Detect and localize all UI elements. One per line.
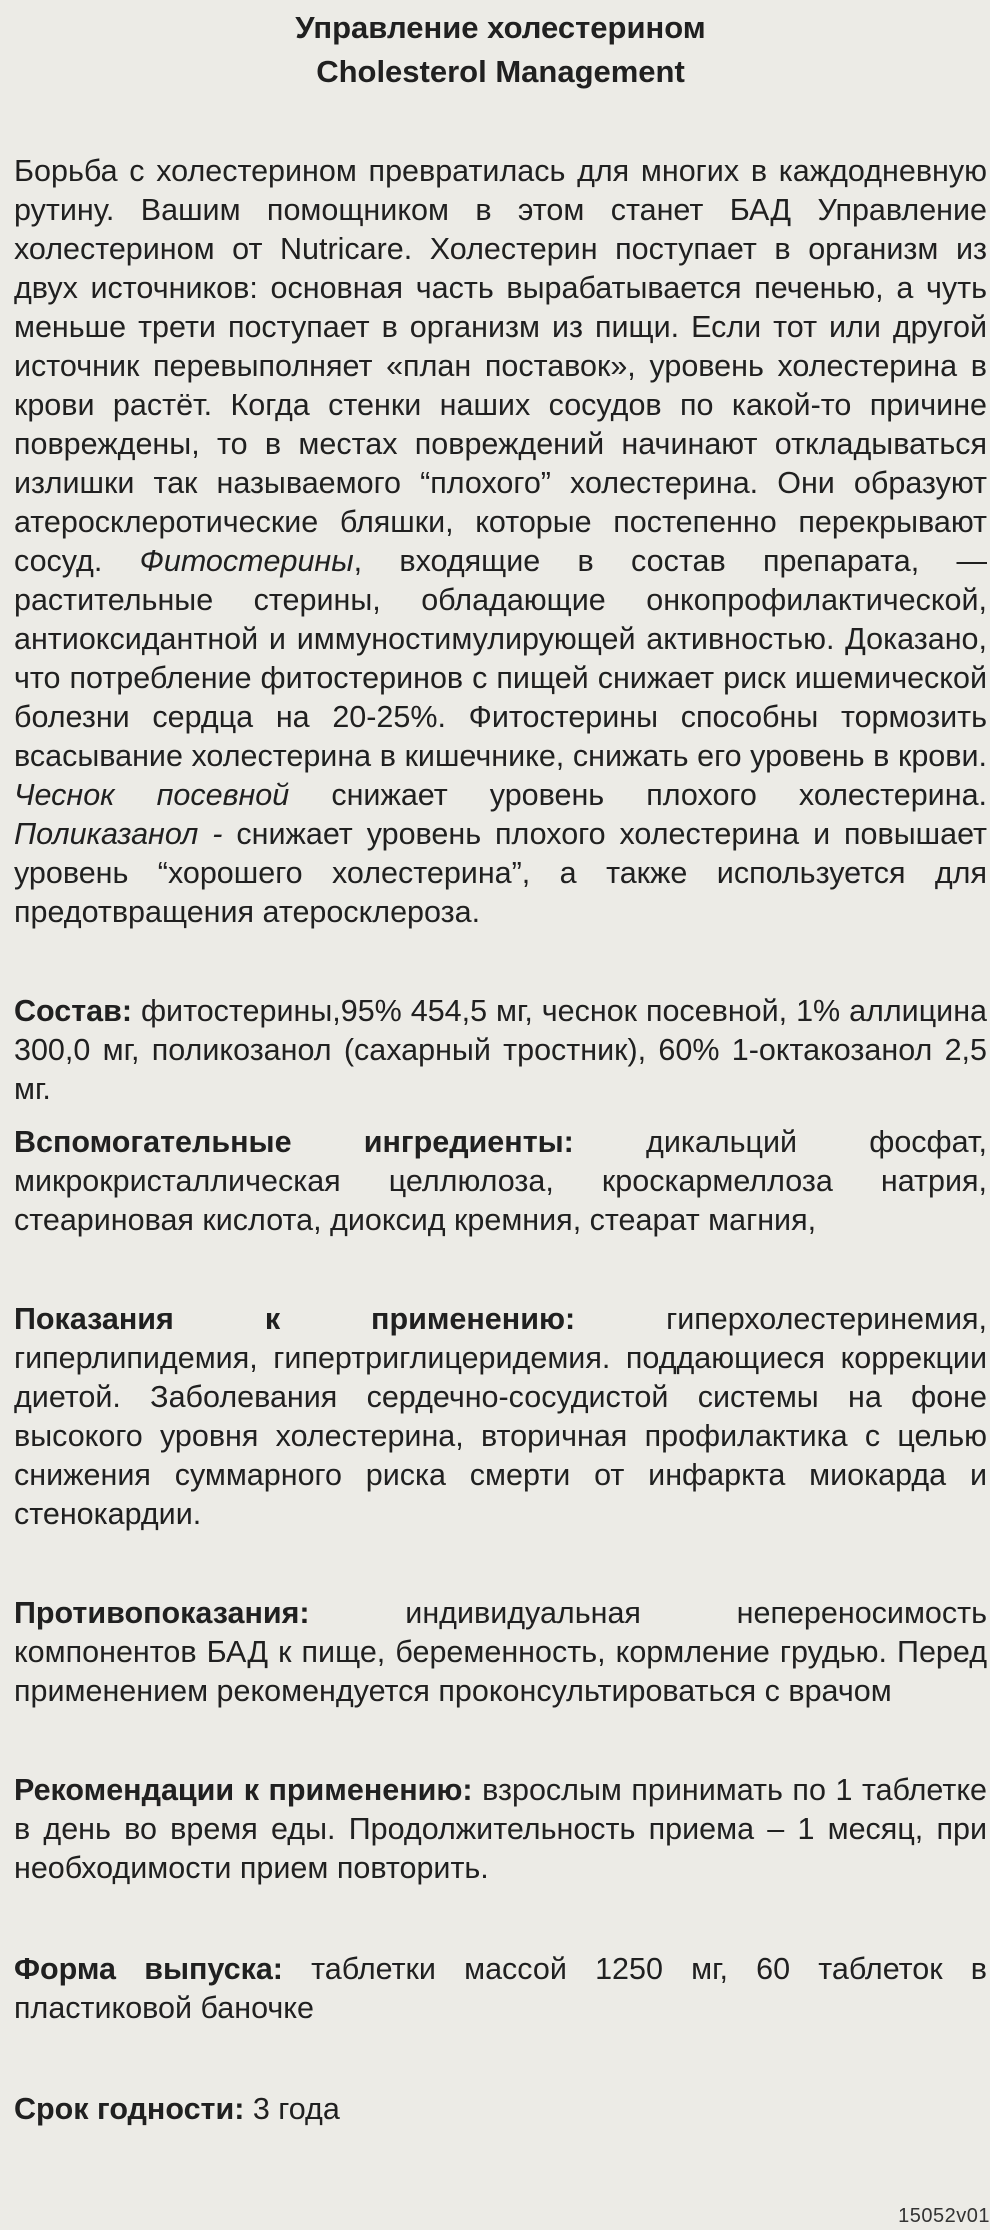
contraindications-label: Противопоказания: <box>14 1596 310 1630</box>
excipients-text: дикальций фосфат, микрокристаллическая целлюлоза, кроскармеллоза натрия, стеариновая кислота, диоксид кремния, стеарат магния, <box>14 1125 987 1237</box>
composition-text: фитостерины,95% 454,5 мг, чеснок посевной, 1% аллицина 300,0 мг, поликозанол (сахарный тростник), 60% 1-октакозанол 2,5 мг. <box>14 994 987 1106</box>
recommendations-section <box>14 1771 987 1888</box>
composition-label: Состав: <box>14 994 133 1028</box>
intro-paragraph <box>14 152 987 932</box>
title-russian: Управление холестерином <box>295 10 706 45</box>
excipients-label: Вспомогательные ингредиенты: <box>14 1125 574 1159</box>
release-form-label: Форма выпуска: <box>14 1952 283 1986</box>
intro-text-2: , входящие в состав препарата, — растительные стерины, обладающие онкопрофилактической, антиоксидантной и иммуностимулирующей активностью. Доказано, что потребление фитостеринов с пищей снижает риск ишемической болезни сердца на 20-25%. Фитостерины способны тормозить всасывание холестерина в кишечнике, снижать его уровень в крови. <box>14 544 987 773</box>
leaflet-header <box>14 6 987 94</box>
contraindications-section <box>14 1594 987 1711</box>
indications-text: гиперхолестеринемия, гиперлипидемия, гипертриглицеридемия. поддающиеся коррекции диетой. Заболевания сердечно-сосудистой системы на фоне высокого уровня холестерина, вторичная профилактика с целью снижения суммарного риска смерти от инфаркта миокарда и стенокардии. <box>14 1302 987 1531</box>
term-policosanol: Поликазанол - <box>14 817 223 851</box>
excipients-section <box>14 1123 987 1240</box>
intro-text-3: снижает уровень плохого холестерина. <box>289 778 988 812</box>
shelf-life-section <box>14 2090 987 2129</box>
composition-section <box>14 992 987 1109</box>
release-form-text: таблетки массой 1250 мг, 60 таблеток в пластиковой баночке <box>14 1952 987 2025</box>
term-phytosterols: Фитостерины <box>139 544 354 578</box>
intro-text-1: Борьба с холестерином превратилась для многих в каждодневную рутину. Вашим помощником в этом станет БАД Управление холестерином от Nutricare. Холестерин поступает в организм из двух источников: основная часть вырабатывается печенью, а чуть меньше трети поступает в организм из пищи. Если тот или другой источник перевыполняет «план поставок», уровень холестерина в крови растёт. Когда стенки наших сосудов по какой-то причине повреждены, то в местах повреждений начинают откладываться излишки так называемого “плохого” холестерина. Они образуют атеросклеротические бляшки, которые постепенно перекрывают сосуд. <box>14 154 987 578</box>
recommendations-text: взрослым принимать по 1 таблетке в день во время еды. Продолжительность приема – 1 месяц, при необходимости прием повторить. <box>14 1773 987 1885</box>
title-english: Cholesterol Management <box>316 54 685 89</box>
contraindications-text: индивидуальная непереносимость компонентов БАД к пище, беременность, кормление грудью. Перед применением рекомендуется проконсультироваться с врачом <box>14 1596 987 1708</box>
intro-text-4: снижает уровень плохого холестерина и повышает уровень “хорошего холестерина”, а также используется для предотвращения атеросклероза. <box>14 817 987 929</box>
release-form-section <box>14 1950 987 2028</box>
shelf-life-label: Срок годности: <box>14 2092 245 2126</box>
recommendations-label: Рекомендации к применению: <box>14 1773 473 1807</box>
indications-label: Показания к применению: <box>14 1302 576 1336</box>
shelf-life-text: 3 года <box>244 2092 340 2126</box>
print-code: 15052v01 <box>898 2205 990 2227</box>
term-garlic: Чеснок посевной <box>14 778 290 812</box>
indications-section <box>14 1300 987 1534</box>
